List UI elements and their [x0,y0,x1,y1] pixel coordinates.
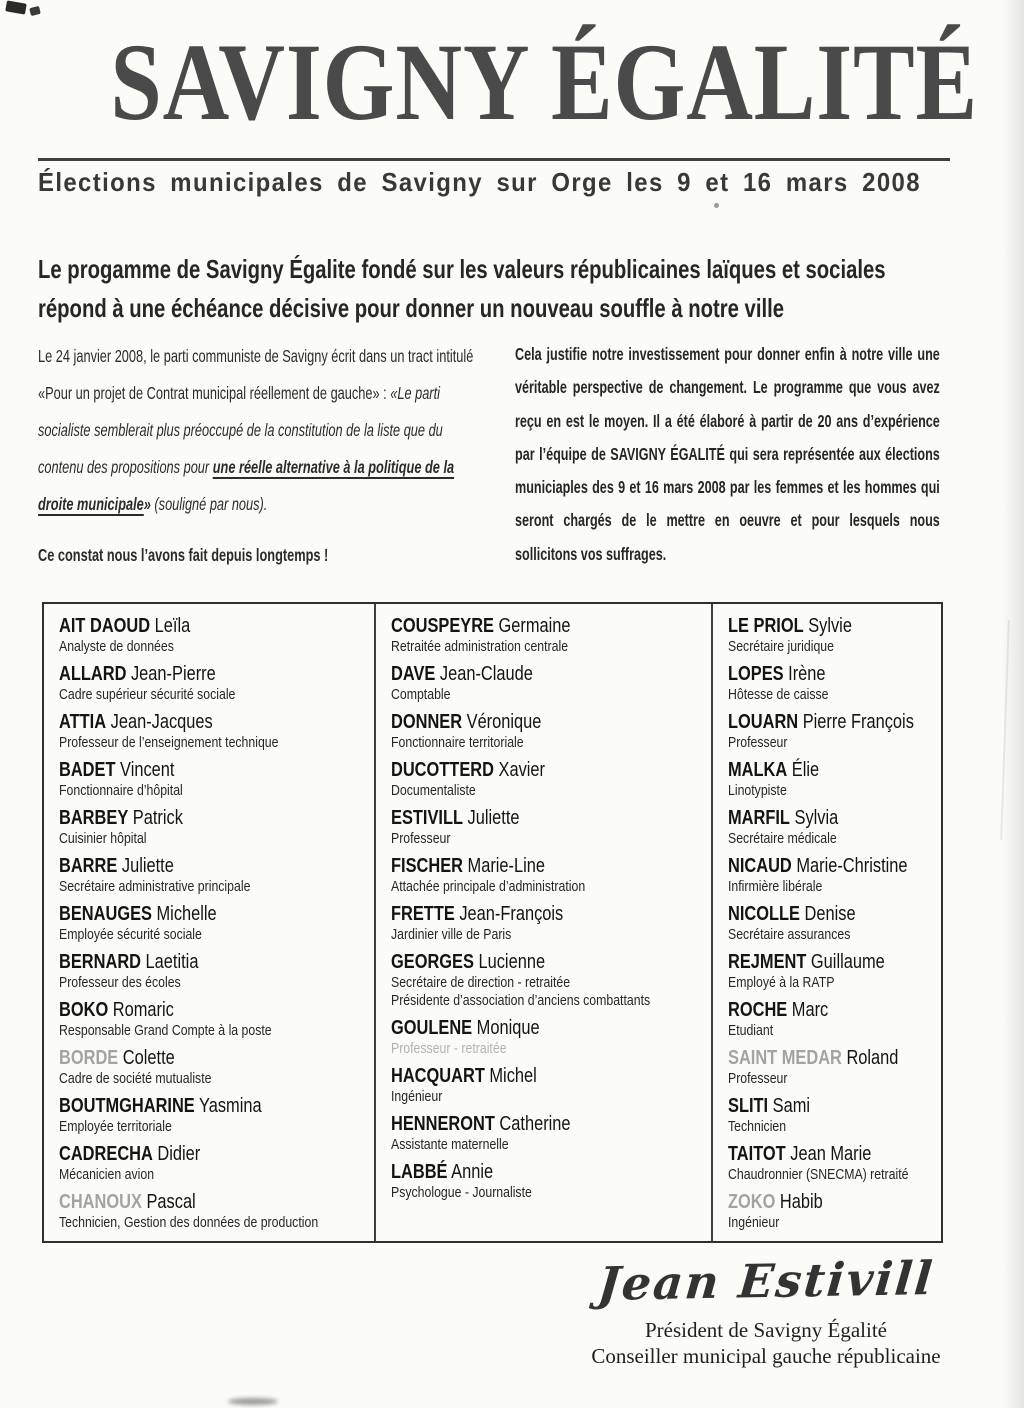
candidate-profession: Ingénieur [727,1214,779,1231]
candidate-name [391,807,704,830]
quote-start: «Le parti socialiste semblerait plus préoccupé de la constitution de la liste que du contenu des propositions pour [38,383,443,478]
candidate-surname: LE PRIOL [727,615,804,637]
candidate-profession: Professeur - retraitée [391,1040,507,1057]
candidate-surname: COUSPEYRE [391,615,495,637]
candidate-profession: Retraitée administration centrale [391,638,569,655]
candidate-profession: Cadre supérieur sécurité sociale [59,686,236,703]
candidate-surname: DONNER [391,711,463,733]
scan-artifact [5,0,27,14]
candidate-firstname: Pascal [141,1191,196,1213]
candidate-name [59,1095,368,1118]
candidate-entry [59,711,368,752]
candidate-profession: Comptable [391,686,451,703]
candidate-name [59,1191,368,1214]
page-title: SAVIGNY ÉGALITÉ [110,21,978,143]
candidate-name [59,1143,368,1166]
candidate-entry [728,1047,936,1088]
candidate-entry [728,663,936,704]
candidate-entry [391,615,704,656]
candidate-entry [728,999,936,1040]
candidate-name [59,855,368,878]
masthead-rule [38,158,950,161]
candidate-surname: BERNARD [59,951,141,973]
candidates-column-3 [713,604,942,1241]
candidate-firstname: Vincent [115,759,175,781]
intro-left-column [38,338,476,575]
candidate-profession: Fonctionnaire territoriale [391,734,524,751]
candidate-name [728,759,936,782]
candidate-entry [391,1065,704,1106]
candidate-surname: LOUARN [727,711,798,733]
candidate-name [59,999,368,1022]
candidate-entry [391,1017,704,1058]
candidates-table [42,602,943,1243]
candidate-profession: Analyste de données [59,638,174,655]
candidate-surname: NICAUD [727,855,792,877]
candidate-name [728,903,936,926]
candidate-firstname: Pierre François [797,711,914,733]
candidate-surname: BADET [59,759,116,781]
candidate-name [728,951,936,974]
candidate-profession: Psychologue - Journaliste [391,1184,533,1201]
candidate-name [391,1065,704,1088]
candidate-firstname: Roland [841,1047,898,1069]
candidate-surname: CADRECHA [59,1143,153,1165]
candidate-name [59,951,368,974]
candidate-entry [391,951,704,1010]
candidate-surname: BARRE [59,855,118,877]
candidate-profession: Professeur [391,830,451,847]
candidate-name [728,855,936,878]
candidate-profession: Attachée principale d’administration [391,878,586,895]
candidate-entry [391,1113,704,1154]
candidate-firstname: Lucienne [474,951,546,973]
quote-note: (souligné par nous). [150,494,268,515]
candidate-entry [59,663,368,704]
candidate-surname: BARBEY [59,807,129,829]
candidate-surname: ZOKO [727,1191,775,1213]
signature-role-line1: Président de Savigny Égalité [644,1317,888,1342]
candidate-name [391,1017,704,1040]
candidate-firstname: Xavier [494,759,546,781]
candidate-entry [728,615,936,656]
candidate-firstname: Jean-Jacques [106,711,213,733]
candidate-profession: Professeur de l’enseignement technique [59,734,279,751]
candidate-entry [728,1143,936,1184]
candidate-entry [59,1095,368,1136]
candidate-entry [728,855,936,896]
candidate-name [728,1095,936,1118]
candidate-name [391,711,704,734]
candidate-profession: Présidente d’association d’anciens combattants [391,992,651,1009]
candidate-profession: Secrétaire médicale [727,830,837,847]
candidate-surname: CHANOUX [59,1191,142,1213]
candidate-surname: FRETTE [391,903,456,925]
candidate-surname: TAITOT [727,1143,786,1165]
candidate-profession: Ingénieur [391,1088,443,1105]
candidate-profession: Fonctionnaire d’hôpital [59,782,183,799]
candidate-profession: Employée territoriale [59,1118,172,1135]
intro-heading: Le progamme de Savigny Égalite fondé sur les valeurs républicaines laïques et sociales répond à une échéance décisive pour donner un nouveau souffle à notre ville [38,254,886,323]
candidate-firstname: Monique [472,1017,540,1039]
candidate-profession: Secrétaire assurances [727,926,850,943]
candidate-profession: Linotypiste [727,782,787,799]
scan-speck [714,203,719,208]
candidate-surname: REJMENT [727,951,806,973]
candidate-surname: DAVE [391,663,436,685]
candidate-surname: HACQUART [391,1065,486,1087]
candidate-profession: Cuisinier hôpital [59,830,147,847]
candidate-profession: Professeur [727,734,787,751]
candidate-firstname: Sylvia [789,807,838,829]
candidate-profession: Assistante maternelle [391,1136,509,1153]
candidate-entry [59,951,368,992]
candidate-firstname: Michelle [151,903,217,925]
quote-emphasis: une réelle alternative à la politique de la droite municipale [38,457,455,515]
candidate-name [728,615,936,638]
candidate-profession: Jardinier ville de Paris [391,926,512,943]
candidate-surname: FISCHER [391,855,464,877]
signature-role-line2: Conseiller municipal gauche républicaine [591,1344,941,1369]
candidate-entry [728,759,936,800]
candidate-profession: Employé à la RATP [727,974,834,991]
candidate-entry [391,711,704,752]
candidate-firstname: Juliette [117,855,174,877]
candidate-profession: Secrétaire juridique [727,638,834,655]
candidate-firstname: Sami [767,1095,810,1117]
candidate-profession: Infirmière libérale [727,878,822,895]
left-paragraph [38,338,476,523]
candidate-profession: Secrétaire de direction - retraitée [391,974,571,991]
candidate-surname: ATTIA [59,711,107,733]
candidate-name [59,663,368,686]
candidate-firstname: Annie [447,1161,494,1183]
candidate-profession: Cadre de société mutualiste [59,1070,212,1087]
candidate-entry [59,999,368,1040]
candidate-name [728,999,936,1022]
candidate-firstname: Germaine [494,615,571,637]
candidate-name [391,951,704,974]
candidate-profession: Documentaliste [391,782,477,799]
candidate-firstname: Jean-Pierre [126,663,216,685]
elections-subtitle: Élections municipales de Savigny sur Orge les 9 et 16 mars 2008 [38,167,921,197]
candidate-entry [728,951,936,992]
candidate-entry [59,807,368,848]
candidate-surname: ESTIVILL [391,807,464,829]
candidate-surname: LOPES [727,663,784,685]
candidate-entry [728,711,936,752]
candidate-name [728,663,936,686]
candidate-profession: Employée sécurité sociale [59,926,202,943]
scan-smudge [228,1398,278,1405]
candidate-firstname: Sylvie [803,615,852,637]
candidate-entry [728,1095,936,1136]
lead-text: Le 24 janvier 2008, le parti communiste de Savigny écrit dans un tract intitulé «Pour un projet de Contrat municipal réellement de gauche» : [38,346,474,404]
candidate-name [59,759,368,782]
scan-artifact [29,6,41,16]
candidate-firstname: Yasmina [194,1095,262,1117]
signature-block [520,1251,1012,1370]
candidate-firstname: Jean-François [455,903,564,925]
candidate-name [728,711,936,734]
candidate-surname: NICOLLE [727,903,800,925]
candidate-surname: MARFIL [727,807,790,829]
candidate-firstname: Laetitia [141,951,199,973]
candidate-firstname: Denise [799,903,856,925]
candidate-firstname: Véronique [462,711,542,733]
candidate-firstname: Marc [786,999,828,1021]
candidate-entry [391,663,704,704]
candidate-profession: Mécanicien avion [59,1166,155,1183]
candidate-profession: Secrétaire administrative principale [59,878,251,895]
candidate-name [728,1047,936,1070]
candidate-name [59,615,368,638]
candidate-name [59,807,368,830]
candidate-surname: MALKA [727,759,787,781]
candidate-entry [59,615,368,656]
candidate-profession: Technicien [727,1118,786,1135]
candidate-name [391,855,704,878]
candidate-entry [391,1161,704,1202]
candidate-surname: SAINT MEDAR [727,1047,842,1069]
candidate-entry [728,1191,936,1232]
candidate-profession: Hôtesse de caisse [727,686,829,703]
candidate-name [391,663,704,686]
candidate-profession: Chaudronnier (SNECMA) retraité [727,1166,908,1183]
candidate-entry [728,903,936,944]
candidate-entry [59,1191,368,1232]
candidate-name [391,903,704,926]
candidate-entry [59,759,368,800]
candidate-entry [391,759,704,800]
candidate-name [391,615,704,638]
candidate-name [391,1161,704,1184]
candidates-column-1 [44,604,376,1241]
candidate-entry [391,903,704,944]
candidate-name [391,1113,704,1136]
candidate-profession: Professeur des écoles [59,974,181,991]
candidate-surname: GOULENE [391,1017,473,1039]
candidate-firstname: Michel [485,1065,538,1087]
candidate-surname: LABBÉ [391,1161,448,1183]
candidate-entry [59,1143,368,1184]
scan-crease [1000,620,1010,840]
candidate-surname: BOUTMGHARINE [59,1095,195,1117]
candidate-firstname: Didier [152,1143,201,1165]
candidate-surname: ALLARD [59,663,127,685]
candidate-entry [59,1047,368,1088]
candidate-firstname: Juliette [463,807,520,829]
candidate-surname: BOKO [59,999,109,1021]
candidate-surname: BENAUGES [59,903,152,925]
candidate-entry [59,903,368,944]
candidate-name [59,1047,368,1070]
candidate-surname: AIT DAOUD [59,615,151,637]
candidate-profession: Technicien, Gestion des données de production [59,1214,319,1231]
candidate-entry [391,807,704,848]
candidate-entry [728,807,936,848]
candidate-firstname: Guillaume [805,951,885,973]
candidate-firstname: Marie-Line [463,855,546,877]
candidate-entry [391,855,704,896]
candidate-firstname: Catherine [495,1113,571,1135]
candidate-firstname: Patrick [128,807,183,829]
intro-right-column: Cela justifie notre investissement pour donner enfin à notre ville une véritable perspective de changement. Le programme que vous avez reçu en est le moyen. Il a été élaboré à partir de 20 ans d’expérience par l’équipe de SAVIGNY ÉGALITÉ qui sera représentée aux élections municiaples des 9 et 16 mars 2008 par les femmes et les hommes qui seront chargés de le mettre en oeuvre et pour lesquels nous sollicitons vos suffrages. [515,344,940,564]
candidate-surname: GEORGES [391,951,475,973]
candidate-profession: Professeur [727,1070,787,1087]
candidate-surname: HENNERONT [391,1113,496,1135]
candidate-profession: Responsable Grand Compte à la poste [59,1022,272,1039]
candidate-firstname: Jean Marie [785,1143,871,1165]
candidate-surname: DUCOTTERD [391,759,495,781]
candidates-column-2 [376,604,712,1241]
candidate-firstname: Habib [774,1191,823,1213]
candidate-surname: BORDE [59,1047,119,1069]
conclusion-line: Ce constat nous l’avons fait depuis longtemps ! [38,545,329,566]
candidate-firstname: Jean-Claude [435,663,534,685]
candidate-firstname: Leïla [150,615,191,637]
candidate-firstname: Marie-Christine [791,855,908,877]
candidate-entry [59,855,368,896]
candidate-surname: SLITI [727,1095,768,1117]
candidate-surname: ROCHE [727,999,787,1021]
candidate-name [728,1143,936,1166]
candidate-name [59,903,368,926]
candidate-name [391,759,704,782]
candidate-firstname: Romaric [108,999,174,1021]
candidate-firstname: Colette [118,1047,175,1069]
candidate-name [728,807,936,830]
scan-edge-shadow [1002,0,1024,1408]
signature: Jean Estivill [595,1251,937,1311]
candidate-profession: Etudiant [727,1022,773,1039]
quote-close-guillemet: » [143,494,151,515]
candidate-firstname: Irène [783,663,826,685]
candidate-name [728,1191,936,1214]
signature-role [520,1317,1012,1371]
candidate-name [59,711,368,734]
candidate-firstname: Élie [786,759,819,781]
